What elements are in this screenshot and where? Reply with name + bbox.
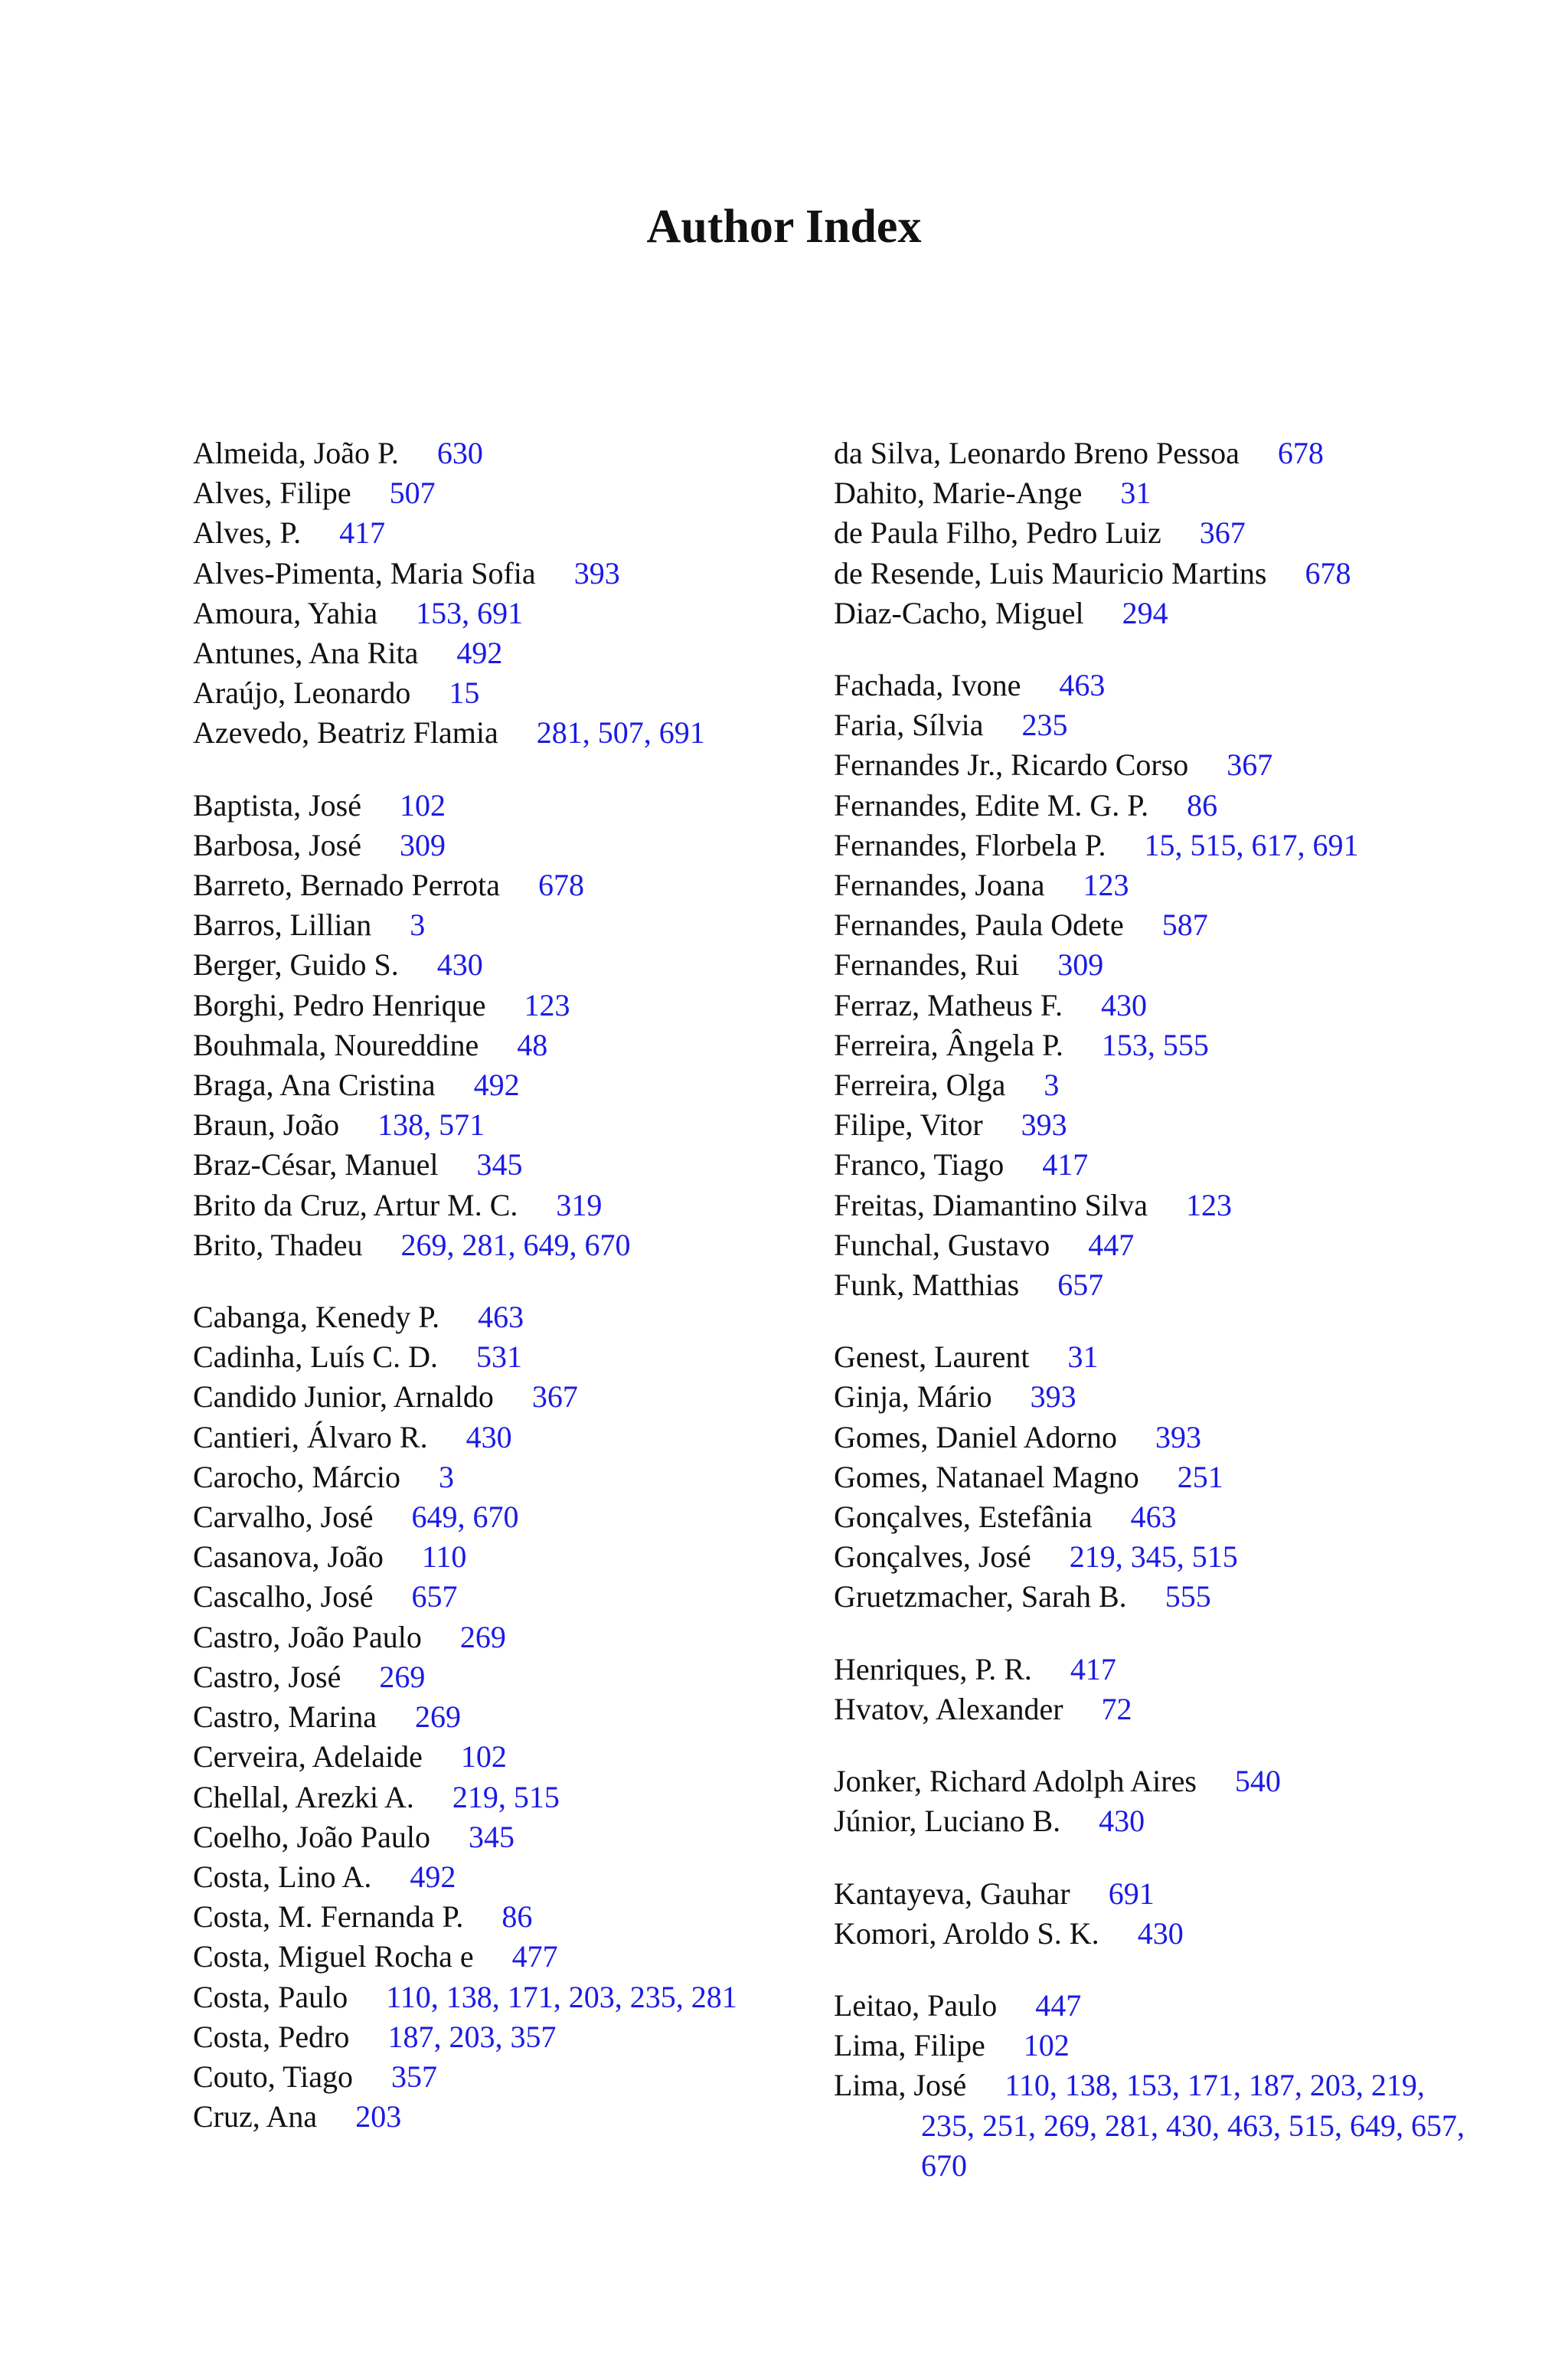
index-entry — [193, 1337, 821, 1377]
author-name: Fernandes, Rui — [834, 947, 1020, 983]
page-link[interactable]: 251 — [1177, 1459, 1223, 1494]
author-name: Casanova, João — [193, 1539, 384, 1575]
author-name: Franco, Tiago — [834, 1147, 1004, 1182]
page-link[interactable]: 587 — [1161, 908, 1208, 943]
index-entry: Costa, Pedro 187, 203, 357 — [193, 2019, 557, 2054]
page-link[interactable]: 187 — [387, 2019, 434, 2054]
page-link[interactable]: 123 — [524, 987, 570, 1022]
author-name: Fernandes, Paula Odete — [834, 908, 1124, 943]
page-link[interactable]: 515 — [1289, 2108, 1334, 2143]
index-entry — [193, 1817, 821, 1857]
page-link[interactable]: 367 — [1227, 747, 1273, 783]
page-link[interactable]: 691 — [658, 715, 705, 751]
author-name: Amoura, Yahia — [193, 595, 378, 630]
index-entry — [834, 1457, 1477, 1497]
index-entry — [834, 1265, 1477, 1305]
author-name: Jonker, Richard Adolph Aires — [834, 1764, 1197, 1799]
page-link[interactable]: 571 — [439, 1107, 485, 1143]
page-link[interactable]: 345 — [468, 1819, 514, 1854]
author-name: Cabanga, Kenedy P. — [193, 1300, 440, 1335]
page-link[interactable]: 691 — [477, 595, 524, 630]
author-name: Almeida, João P. — [193, 436, 399, 470]
author-name: Lima, Filipe — [834, 2028, 985, 2063]
page-link[interactable]: 153 — [1125, 2068, 1172, 2103]
index-entry: Ferreira, Ângela P. 153, 555 — [834, 1027, 1209, 1062]
page-link[interactable]: 102 — [460, 1739, 507, 1775]
page-link[interactable]: 555 — [1165, 1579, 1211, 1614]
author-name: Alves, Filipe — [193, 476, 351, 511]
page-link[interactable]: 670 — [584, 1227, 631, 1262]
author-name: Baptista, José — [193, 787, 361, 823]
page-link[interactable]: 153 — [1101, 1027, 1148, 1062]
page-link[interactable]: 235 — [629, 1979, 676, 2014]
page-link[interactable]: 110 — [386, 1979, 431, 2014]
index-entry: Fernandes, Florbela P. 15, 515, 617, 691 — [834, 827, 1359, 862]
page-title: Author Index — [646, 201, 922, 253]
index-entry — [193, 1737, 821, 1777]
index-entry — [834, 705, 1477, 745]
index-entry — [193, 945, 821, 985]
index-entry — [834, 1225, 1477, 1265]
index-entry — [834, 986, 1477, 1025]
author-name: Castro, Marina — [193, 1699, 377, 1735]
index-entry — [834, 1801, 1477, 1841]
index-entry — [193, 826, 821, 865]
index-entry — [193, 1186, 821, 1225]
page-link[interactable]: 86 — [501, 1899, 533, 1935]
page-link[interactable]: 357 — [510, 2019, 557, 2054]
index-entry — [834, 1650, 1477, 1689]
page-link[interactable]: 649 — [411, 1500, 458, 1535]
page-link[interactable]: 203 — [355, 2099, 402, 2134]
index-entry: Braun, João 138, 571 — [193, 1107, 485, 1143]
author-name: Faria, Sílvia — [834, 708, 984, 743]
page-link[interactable]: 515 — [513, 1779, 560, 1814]
page-link[interactable]: 309 — [1057, 947, 1104, 983]
author-name: Genest, Laurent — [834, 1339, 1030, 1375]
page-link[interactable]: 649 — [523, 1227, 570, 1262]
page-link[interactable]: 367 — [1199, 515, 1246, 551]
page-link[interactable]: 515 — [1191, 1539, 1238, 1575]
index-entry — [834, 905, 1477, 945]
author-name: Cantieri, Álvaro R. — [193, 1419, 428, 1454]
author-name: Gruetzmacher, Sarah B. — [834, 1579, 1127, 1614]
page-link[interactable]: 269 — [400, 1227, 447, 1262]
index-entry — [834, 1145, 1477, 1185]
author-name: Lima, José — [834, 2068, 967, 2103]
index-entry — [193, 786, 821, 826]
author-name: Chellal, Arezki A. — [193, 1779, 414, 1814]
page-link[interactable]: 463 — [1130, 1500, 1177, 1535]
page-link[interactable]: 319 — [556, 1187, 603, 1222]
author-name: Cerveira, Adelaide — [193, 1739, 423, 1775]
letter-group — [834, 433, 1477, 633]
page-link[interactable]: 345 — [1130, 1539, 1177, 1575]
index-entry — [193, 673, 821, 713]
page-link[interactable]: 123 — [1185, 1187, 1232, 1222]
author-name: Borghi, Pedro Henrique — [193, 987, 486, 1022]
page-link[interactable]: 203 — [1309, 2068, 1356, 2103]
author-name: Hvatov, Alexander — [834, 1691, 1063, 1726]
index-entry — [834, 594, 1477, 633]
index-entry — [193, 1025, 821, 1065]
author-name: Costa, Miguel Rocha e — [193, 1939, 474, 1974]
author-name: Cadinha, Luís C. D. — [193, 1339, 438, 1375]
page-link[interactable]: 102 — [399, 787, 446, 823]
page-link[interactable]: 531 — [475, 1339, 522, 1375]
index-column-left — [193, 433, 821, 2169]
author-name: Costa, Paulo — [193, 1979, 348, 2014]
page-link[interactable]: 393 — [1155, 1419, 1201, 1454]
author-name: Brito da Cruz, Artur M. C. — [193, 1187, 518, 1222]
page-link[interactable]: 670 — [921, 2147, 967, 2183]
page-link[interactable]: 463 — [1227, 2108, 1273, 2143]
page-link[interactable]: 657 — [1411, 2108, 1457, 2143]
page-link[interactable]: 430 — [1100, 987, 1147, 1022]
index-entry — [193, 1377, 821, 1417]
page-link[interactable]: 123 — [1083, 868, 1129, 903]
index-entry: Amoura, Yahia 153, 691 — [193, 595, 524, 630]
author-name: Fernandes, Florbela P. — [834, 827, 1106, 862]
author-name: Alves, P. — [193, 515, 302, 551]
author-name: Leitao, Paulo — [834, 1987, 998, 2023]
author-name: Funchal, Gustavo — [834, 1227, 1050, 1262]
author-name: Antunes, Ana Rita — [193, 636, 419, 671]
page-link[interactable]: 281 — [462, 1227, 508, 1262]
author-name: Braga, Ana Cristina — [193, 1068, 436, 1103]
index-entry — [834, 666, 1477, 705]
author-name: Komori, Aroldo S. K. — [834, 1915, 1099, 1951]
index-entry: Brito, Thadeu 269, 281, 649, 670 — [193, 1227, 631, 1262]
index-entry — [834, 1337, 1477, 1377]
page-link[interactable]: 657 — [411, 1579, 458, 1614]
page-link[interactable]: 630 — [436, 436, 483, 470]
page-link[interactable]: 430 — [466, 1419, 512, 1454]
author-name: Fernandes, Edite M. G. P. — [834, 787, 1149, 823]
page-link[interactable]: 617 — [1251, 827, 1298, 862]
author-name: Fachada, Ivone — [834, 668, 1021, 703]
page-link[interactable]: 393 — [1030, 1379, 1076, 1415]
author-name: Fernandes Jr., Ricardo Corso — [834, 747, 1189, 783]
index-entry — [193, 1937, 821, 1977]
page-link[interactable]: 691 — [1312, 827, 1359, 862]
index-entry — [834, 1577, 1477, 1617]
page-link[interactable]: 477 — [511, 1939, 558, 1974]
index-entry — [834, 1497, 1477, 1537]
page-link[interactable]: 540 — [1234, 1764, 1281, 1799]
author-name: Ginja, Mário — [834, 1379, 992, 1415]
index-entry — [193, 865, 821, 905]
page-link[interactable]: 269 — [459, 1619, 506, 1654]
author-name: Brito, Thadeu — [193, 1227, 363, 1262]
index-entry — [193, 1418, 821, 1457]
page-link[interactable]: 219 — [1370, 2068, 1417, 2103]
author-name: Gonçalves, Estefânia — [834, 1500, 1093, 1535]
author-name: Henriques, P. R. — [834, 1651, 1032, 1686]
page-link[interactable]: 430 — [1166, 2108, 1212, 2143]
author-name: Cruz, Ana — [193, 2099, 318, 2134]
index-entry — [193, 1897, 821, 1937]
page-link[interactable]: 48 — [517, 1027, 548, 1062]
author-name: Azevedo, Beatriz Flamia — [193, 715, 498, 751]
page-link[interactable]: 393 — [1021, 1107, 1067, 1143]
author-name: Cascalho, José — [193, 1579, 374, 1614]
page-link[interactable]: 72 — [1101, 1691, 1132, 1726]
page-link[interactable]: 15 — [449, 675, 480, 711]
page-link[interactable]: 678 — [537, 868, 584, 903]
letter-group — [834, 1761, 1477, 1841]
page-link[interactable]: 393 — [573, 555, 620, 590]
index-entry: Lima, José 110, 138, 153, 171, 187, 203, 219, 235, 251, 269, 281, 430, 463, 515, 649, 657, 670 — [834, 2068, 1465, 2183]
page-link[interactable]: 492 — [456, 636, 503, 671]
page-link[interactable]: 417 — [339, 515, 386, 551]
page-link[interactable]: 269 — [379, 1659, 426, 1694]
index-entry — [834, 865, 1477, 905]
author-name: Carvalho, José — [193, 1500, 374, 1535]
index-entry — [834, 1689, 1477, 1729]
page-link[interactable]: 463 — [1059, 668, 1106, 703]
author-name: de Resende, Luis Mauricio Martins — [834, 555, 1267, 590]
page-link[interactable]: 31 — [1120, 476, 1152, 511]
page-link[interactable]: 138 — [1064, 2068, 1111, 2103]
index-entry — [834, 1377, 1477, 1417]
page-link[interactable]: 102 — [1023, 2028, 1070, 2063]
index-entry — [834, 1105, 1477, 1145]
page-link[interactable]: 219 — [1069, 1539, 1116, 1575]
page-link[interactable]: 15 — [1144, 827, 1175, 862]
page-link[interactable]: 281 — [1105, 2108, 1151, 2143]
page-link[interactable]: 678 — [1277, 436, 1324, 470]
author-name: Costa, Pedro — [193, 2019, 350, 2054]
author-name: da Silva, Leonardo Breno Pessoa — [834, 436, 1240, 470]
index-entry — [834, 1065, 1477, 1105]
page-link[interactable]: 417 — [1070, 1651, 1116, 1686]
author-name: Castro, José — [193, 1659, 341, 1694]
page-link[interactable]: 281 — [536, 715, 583, 751]
page-link[interactable]: 417 — [1042, 1147, 1089, 1182]
page-link[interactable]: 86 — [1187, 787, 1218, 823]
page-link[interactable]: 3 — [439, 1459, 455, 1494]
author-name: Costa, Lino A. — [193, 1859, 372, 1894]
index-entry — [193, 473, 821, 513]
author-name: Gomes, Natanael Magno — [834, 1459, 1139, 1494]
page-link[interactable]: 492 — [473, 1068, 520, 1103]
author-name: Funk, Matthias — [834, 1268, 1020, 1303]
page-link[interactable]: 110 — [421, 1539, 467, 1575]
index-entry — [193, 1297, 821, 1337]
page-link[interactable]: 649 — [1350, 2108, 1396, 2143]
page-link[interactable]: 294 — [1122, 595, 1168, 630]
index-entry — [193, 986, 821, 1025]
author-name: Ferraz, Matheus F. — [834, 987, 1063, 1022]
page-link[interactable]: 3 — [410, 908, 426, 943]
author-name: Dahito, Marie-Ange — [834, 476, 1083, 511]
author-name: Braun, João — [193, 1107, 340, 1143]
author-name: Braz-César, Manuel — [193, 1147, 439, 1182]
page-link[interactable]: 138 — [446, 1979, 492, 2014]
index-entry — [834, 1986, 1477, 2026]
letter-group — [193, 433, 821, 754]
index-entry: Chellal, Arezki A. 219, 515 — [193, 1779, 560, 1814]
author-name: Gonçalves, José — [834, 1539, 1031, 1575]
page-link[interactable]: 463 — [478, 1300, 524, 1335]
page-link[interactable]: 153 — [416, 595, 462, 630]
author-name: Barros, Lillian — [193, 908, 372, 943]
page-link[interactable]: 3 — [1044, 1068, 1060, 1103]
author-name: Costa, M. Fernanda P. — [193, 1899, 464, 1935]
author-name: Candido Junior, Arnaldo — [193, 1379, 494, 1415]
author-name: Freitas, Diamantino Silva — [834, 1187, 1148, 1222]
page-link[interactable]: 31 — [1067, 1339, 1099, 1375]
author-name: Diaz-Cacho, Miguel — [834, 595, 1084, 630]
index-entry — [193, 433, 821, 473]
page-link[interactable]: 657 — [1057, 1268, 1104, 1303]
index-entry — [193, 1617, 821, 1657]
page-link[interactable]: 447 — [1035, 1987, 1082, 2023]
index-entry — [834, 745, 1477, 785]
author-name: Kantayeva, Gauhar — [834, 1876, 1070, 1911]
index-entry: Gonçalves, José 219, 345, 515 — [834, 1539, 1238, 1575]
index-entry — [193, 905, 821, 945]
author-name: Filipe, Vitor — [834, 1107, 983, 1143]
author-name: Ferreira, Ângela P. — [834, 1027, 1063, 1062]
page-link[interactable]: 219 — [452, 1779, 498, 1814]
index-entry — [193, 1065, 821, 1105]
index-entry — [834, 433, 1477, 473]
index-entry — [834, 1186, 1477, 1225]
page-link[interactable]: 251 — [982, 2108, 1028, 2143]
page-link[interactable]: 430 — [436, 947, 483, 983]
letter-group — [834, 1337, 1477, 1617]
letter-group — [834, 1650, 1477, 1729]
author-name: Ferreira, Olga — [834, 1068, 1006, 1103]
index-entry — [193, 1697, 821, 1737]
page-link[interactable]: 357 — [390, 2059, 437, 2094]
index-entry: Costa, Paulo 110, 138, 171, 203, 235, 281 — [193, 1979, 737, 2014]
index-entry: Carvalho, José 649, 670 — [193, 1500, 519, 1535]
page-link[interactable]: 110 — [1004, 2068, 1050, 2103]
page-link[interactable]: 138 — [377, 1107, 424, 1143]
page-link[interactable]: 309 — [399, 827, 446, 862]
page-link[interactable]: 345 — [476, 1147, 523, 1182]
page-link[interactable]: 492 — [410, 1859, 456, 1894]
author-name: Júnior, Luciano B. — [834, 1804, 1061, 1839]
author-name: Couto, Tiago — [193, 2059, 353, 2094]
page-link[interactable]: 269 — [1044, 2108, 1089, 2143]
index-entry — [193, 1457, 821, 1497]
page-link[interactable]: 430 — [1099, 1804, 1145, 1839]
page-link[interactable]: 171 — [507, 1979, 554, 2014]
letter-group — [834, 666, 1477, 1305]
index-entry — [193, 1657, 821, 1697]
index-entry — [193, 1145, 821, 1185]
author-name: Barreto, Bernado Perrota — [193, 868, 500, 903]
page-link[interactable]: 203 — [449, 2019, 495, 2054]
index-entry — [193, 1577, 821, 1617]
index-entry — [193, 554, 821, 594]
index-entry — [834, 786, 1477, 826]
index-entry — [834, 473, 1477, 513]
author-name: Gomes, Daniel Adorno — [834, 1419, 1117, 1454]
page-link[interactable]: 678 — [1305, 555, 1351, 590]
author-name: Bouhmala, Noureddine — [193, 1027, 479, 1062]
page-link[interactable]: 367 — [531, 1379, 578, 1415]
page-link[interactable]: 430 — [1137, 1915, 1184, 1951]
page-link[interactable]: 235 — [1021, 708, 1068, 743]
index-entry — [834, 513, 1477, 553]
index-entry — [193, 2057, 821, 2097]
author-name: Castro, João Paulo — [193, 1619, 422, 1654]
author-name: Berger, Guido S. — [193, 947, 399, 983]
letter-group — [193, 1297, 821, 2137]
page-link[interactable]: 235 — [921, 2108, 967, 2143]
page-link[interactable]: 281 — [691, 1979, 737, 2014]
page-link[interactable]: 670 — [472, 1500, 519, 1535]
author-name: Araújo, Leonardo — [193, 675, 411, 711]
index-entry — [834, 1874, 1477, 1914]
index-entry — [834, 1418, 1477, 1457]
index-entry — [834, 1914, 1477, 1954]
index-entry — [193, 633, 821, 673]
author-name: Fernandes, Joana — [834, 868, 1045, 903]
author-name: Coelho, João Paulo — [193, 1819, 430, 1854]
page-link[interactable]: 203 — [568, 1979, 615, 2014]
index-entry — [834, 1761, 1477, 1801]
index-entry — [193, 1857, 821, 1897]
author-name: Barbosa, José — [193, 827, 361, 862]
author-name: de Paula Filho, Pedro Luiz — [834, 515, 1161, 551]
author-name: Alves-Pimenta, Maria Sofia — [193, 555, 536, 590]
index-entry — [834, 2026, 1477, 2066]
index-column-right — [834, 433, 1477, 2218]
index-entry — [834, 554, 1477, 594]
index-entry: Azevedo, Beatriz Flamia 281, 507, 691 — [193, 715, 705, 751]
page-link[interactable]: 269 — [414, 1699, 461, 1735]
letter-group — [834, 1874, 1477, 1954]
index-entry — [193, 2097, 821, 2137]
page-link[interactable]: 691 — [1108, 1876, 1155, 1911]
page-link[interactable]: 507 — [389, 476, 436, 511]
index-entry — [834, 945, 1477, 985]
page-link[interactable]: 507 — [597, 715, 644, 751]
page-link[interactable]: 555 — [1162, 1027, 1209, 1062]
index-entry — [193, 513, 821, 553]
page-link[interactable]: 447 — [1088, 1227, 1135, 1262]
page-link[interactable]: 171 — [1187, 2068, 1233, 2103]
page-link[interactable]: 187 — [1248, 2068, 1295, 2103]
index-entry — [193, 1537, 821, 1577]
author-name: Carocho, Márcio — [193, 1459, 401, 1494]
page-link[interactable]: 515 — [1190, 827, 1236, 862]
letter-group — [193, 786, 821, 1265]
letter-group — [834, 1986, 1477, 2186]
